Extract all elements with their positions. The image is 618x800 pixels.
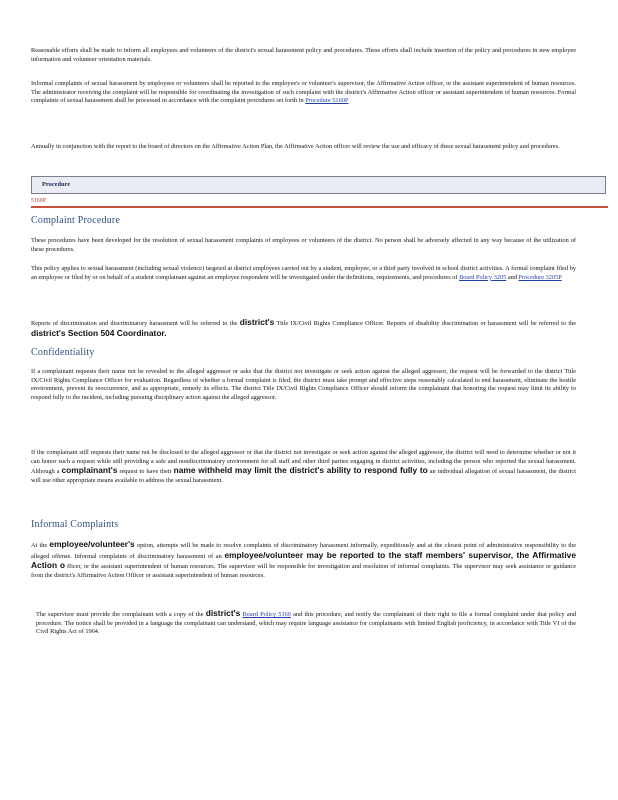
informal-text-1b: option, attempts will be made to resolve complaints of discriminatory harassment informally, expeditiously and at the closest point of administrative responsibility to the alleged offense. Informal complaints of discriminatory harassment of an <box>31 542 576 560</box>
confidentiality-paragraph-2 <box>31 449 576 485</box>
intro-paragraph-1 <box>31 47 576 64</box>
confidentiality-text-2b: request to have their <box>119 468 172 476</box>
complaint-paragraph-3 <box>31 318 576 339</box>
confidentiality-heading: Confidentiality <box>31 347 95 358</box>
confidentiality-paragraph-1 <box>31 368 576 402</box>
intro-text-1: Reasonable efforts shall be made to inform all employees and volunteers of the district's sexual harassment policy and procedures. These efforts shall include insertion of the policy and procedures in new employee information and volunteer orientation materials. <box>31 47 576 63</box>
complaint-text-3b: Title IX/Civil Rights Compliance Officer. Reports of disability discrimination or harassment will be referred to the <box>276 320 577 327</box>
procedure-header-box <box>31 176 606 194</box>
complainant-emphasis: complainant's <box>61 465 118 476</box>
confidentiality-text-2c: an individual allegation of sexual harassment, the district will use other appropriate means available to address the sexual harassment. <box>31 468 576 484</box>
procedure-5160p-link[interactable]: Procedure 5160P <box>305 97 349 105</box>
informal-text-1c: fficer, or the assistant superintendent of human resources. The supervisor will be responsible for investigation and resolution of informal complaints. The supervisor may seek assistance or guidance from the district's Affirmative Action Officer or assistant superintendent of human resources. <box>31 563 577 579</box>
confidentiality-text-1: If a complainant requests their name not be revealed to the alleged aggressor or asks that the district not investigate or seek action against the alleged aggressor, the request will be forwarded to the district Title IX/Civil Rights Compliance Officer for evaluation. Regardless of whether a formal complaint is filed, the district must take prompt and effective steps reasonably calculated to end harassment, eliminate the hostile environment, prevent its reoccurrence, and as appropriate, remedy its effects. The district Title IX/Civil Rights Compliance Officer should inform the complainant that honoring the request may limit its ability to respond fully to the incident, including pursuing disciplinary action against the alleged aggressor. <box>31 368 576 401</box>
complaint-procedure-heading: Complaint Procedure <box>31 215 121 226</box>
informal-text-1a: At the <box>31 542 48 549</box>
district-emphasis-1: district's <box>239 317 275 327</box>
intro-paragraph-2 <box>31 80 576 106</box>
procedure-code: 5160P <box>31 198 46 204</box>
supervisor-paragraph <box>36 609 576 637</box>
section-divider <box>31 206 608 208</box>
intro-text-2: Informal complaints of sexual harassment by employees or volunteers shall be reported to the employee's or volunteer's supervisor, the Affirmative Action officer, or the assistant superintendent of human resources. The administrator receiving the complaint will be responsible for coordinating the investigation of such complaint with the district's Affirmative Action officer or assistant superintendent of human resources. Formal complaints of sexual harassment shall be processed in accordance with the complaint procedures set forth in <box>31 80 576 105</box>
and-text: and <box>507 273 517 281</box>
intro-paragraph-3 <box>31 143 576 152</box>
informal-complaints-heading: Informal Complaints <box>31 519 119 530</box>
procedure-label: Procedure <box>42 181 71 188</box>
complaint-text-2: This policy applies to sexual harassment (including sexual violence) targeted at district employees carried out by a student, employee, or a third party involved in school district activities. A formal complaint filed by an employee or filed by or on behalf of a student complainant against an employee respondent will be investigated under the definitions, requirements, and procedures of <box>31 265 576 281</box>
district-emphasis-2: district's <box>205 608 241 618</box>
procedure-3205p-link[interactable]: Procedure 3205P <box>518 273 562 281</box>
supervisor-emphasis: employee/volunteer may be reported to the staff members' supervisor, the Affirmative Action o <box>31 549 576 571</box>
employee-volunteer-emphasis: employee/volunteer's <box>49 539 135 549</box>
complaint-paragraph-1 <box>31 237 576 254</box>
section-504-emphasis: district's Section 504 Coordinator. <box>31 327 167 338</box>
complaint-text-3a: Reports of discrimination and discriminatory harassment will be referred to the <box>31 320 238 327</box>
intro-text-3: Annually in conjunction with the report to the board of directors on the Affirmative Action Plan, the Affirmative Action officer will review the use and efficacy of these sexual harassment policy and procedures. <box>31 143 560 150</box>
board-policy-3205-link[interactable]: Board Policy 3205 <box>459 273 507 281</box>
board-policy-5160-link[interactable]: Board Policy 5160 <box>242 611 291 618</box>
name-withheld-emphasis: name withheld may limit the district's ability to respond fully to <box>173 465 428 476</box>
informal-paragraph-1 <box>31 540 576 580</box>
supervisor-text-a: The supervisor must provide the complainant with a copy of the <box>36 611 204 618</box>
confidentiality-text-2a: If the complainant still requests their name not be disclosed to the alleged aggressor or that the district not investigate or seek action against the alleged aggressor, the district will need to determine whether or not it can honor such a request while still providing a safe and nondiscriminatory environment for all staff and other third parties engaging in district activities, including the person who reported the sexual harassment. Although a <box>31 449 576 476</box>
supervisor-text-b: and this procedure, and notify the complainant of their right to file a formal complaint under that policy and procedure. The notice shall be provided in a language the complainant can understand, which may require language assistance for complainants with limited English proficiency, in accordance with Title VI of the Civil Rights Act of 1964. <box>36 611 576 636</box>
complaint-text-1: These procedures have been developed for the resolution of sexual harassment complaints of employees or volunteers of the district. No person shall be adversely affected in any way because of the utilization of these procedures. <box>31 237 576 253</box>
complaint-paragraph-2 <box>31 265 576 282</box>
